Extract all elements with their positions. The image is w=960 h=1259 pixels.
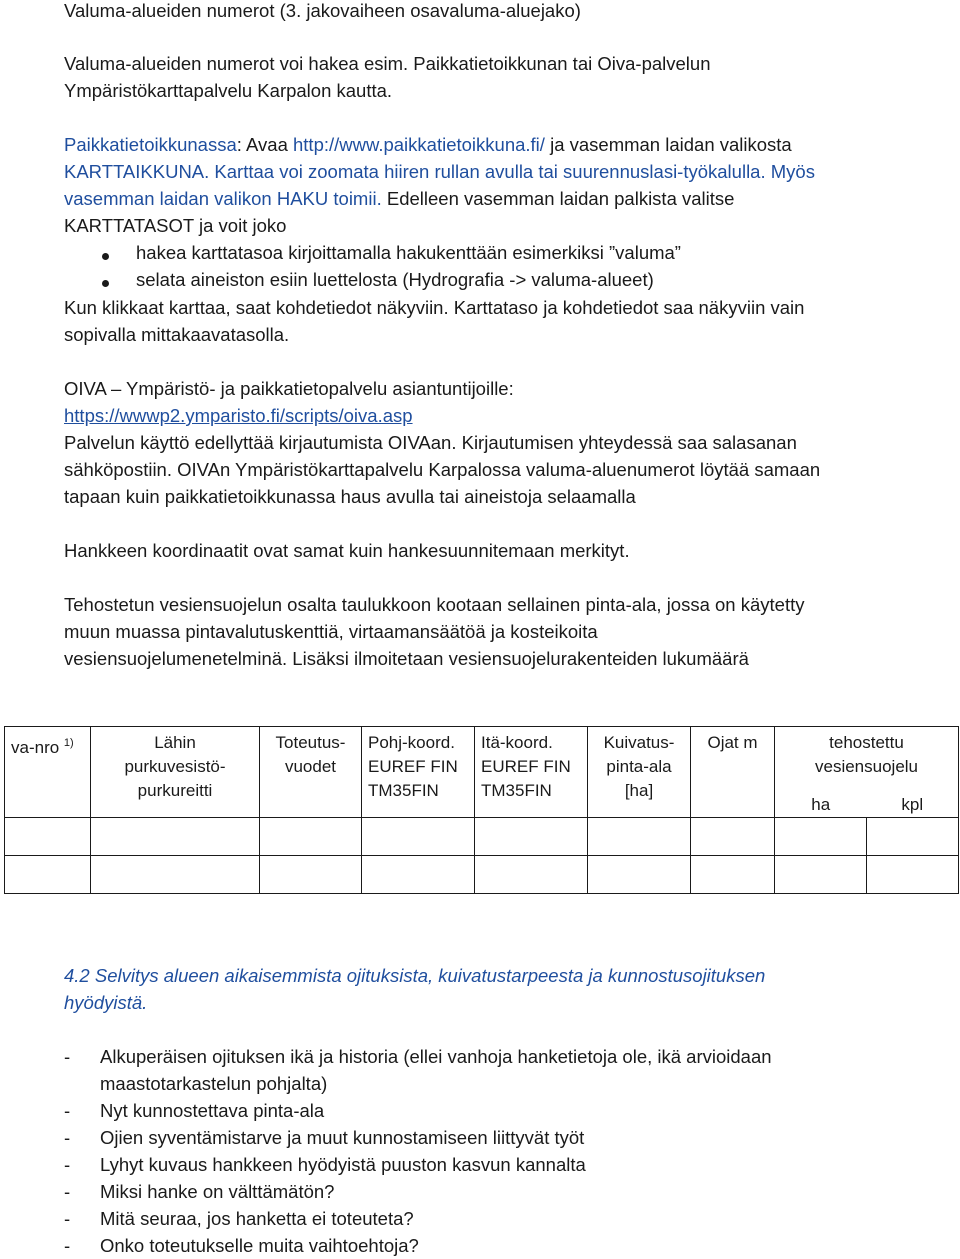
table-cell[interactable] bbox=[362, 817, 475, 855]
dash-marker: - bbox=[64, 1127, 71, 1148]
list-item-text: Alkuperäisen ojituksen ikä ja historia (ellei vanhoja hanketietoja ole, ikä arvioidaan bbox=[100, 1046, 772, 1067]
table-cell[interactable] bbox=[867, 855, 959, 893]
header-text: Lähin bbox=[154, 733, 196, 752]
link-part[interactable]: .fi/ bbox=[525, 134, 545, 155]
header-kpl bbox=[867, 789, 959, 818]
paragraph-line: Valuma-alueiden numerot voi hakea esim. Paikkatietoikkunan tai Oiva-palvelun bbox=[64, 53, 711, 74]
header-text: pinta-ala bbox=[606, 757, 672, 776]
header-text: vesiensuojelu bbox=[815, 757, 919, 776]
table-cell[interactable] bbox=[475, 817, 588, 855]
paragraph-line: KARTTATASOT ja voit joko bbox=[64, 215, 287, 236]
section-heading: 4.2 Selvitys alueen aikaisemmista ojituksista, kuivatustarpeesta ja kunnostusojituksen bbox=[64, 965, 766, 986]
table-cell[interactable] bbox=[91, 855, 260, 893]
list-item-text: Lyhyt kuvaus hankkeen hyödyistä puuston kasvun kannalta bbox=[100, 1154, 586, 1175]
link-part[interactable]: http://www. bbox=[293, 134, 384, 155]
paragraph-line bbox=[64, 402, 413, 429]
text-span: vasemman laidan valikon HAKU toimii. bbox=[64, 188, 382, 209]
link-part[interactable]: paikkatietoikkuna bbox=[383, 134, 526, 155]
paragraph-line: muun muassa pintavalutuskenttiä, virtaamansäätöä ja kosteikoita bbox=[64, 621, 598, 642]
dash-marker: - bbox=[64, 1235, 71, 1256]
header-toteutusvuodet bbox=[260, 727, 362, 818]
paragraph-line: Kun klikkaat karttaa, saat kohdetiedot näkyviin. Karttataso ja kohdetiedot saa näkyviin vain bbox=[64, 297, 805, 318]
header-text: Itä-koord. bbox=[481, 733, 553, 752]
text-span: : Avaa bbox=[236, 134, 293, 155]
list-item-text: Ojien syventämistarve ja muut kunnostamiseen liittyvät työt bbox=[100, 1127, 585, 1148]
list-item-text: Miksi hanke on välttämätön? bbox=[100, 1181, 335, 1202]
paragraph-line: sopivalla mittakaavatasolla. bbox=[64, 324, 290, 345]
table-cell[interactable] bbox=[5, 817, 91, 855]
header-text: Kuivatus- bbox=[603, 733, 675, 752]
text-span: Edelleen vasemman laidan palkista valitse bbox=[381, 188, 735, 209]
table-cell[interactable] bbox=[5, 855, 91, 893]
dash-marker: - bbox=[64, 1208, 71, 1229]
footnote-mark: 1) bbox=[63, 737, 74, 749]
table-row bbox=[5, 817, 959, 855]
header-text: va-nro bbox=[11, 738, 64, 757]
paragraph-line: Palvelun käyttö edellyttää kirjautumista OIVAan. Kirjautumisen yhteydessä saa salasanan bbox=[64, 432, 797, 453]
table-header-row bbox=[5, 727, 959, 789]
header-text: [ha] bbox=[624, 781, 654, 800]
dash-marker: - bbox=[64, 1100, 71, 1121]
paikkatietoikkuna-link[interactable] bbox=[293, 134, 545, 155]
dash-marker: - bbox=[64, 1181, 71, 1202]
table-cell[interactable] bbox=[691, 817, 775, 855]
header-text: tehostettu bbox=[829, 733, 904, 752]
header-text: EUREF FIN bbox=[481, 757, 571, 776]
table-cell[interactable] bbox=[775, 855, 867, 893]
header-va-nro bbox=[5, 727, 91, 818]
table-cell[interactable] bbox=[867, 817, 959, 855]
header-kuivatus-pinta-ala bbox=[588, 727, 691, 818]
oiva-link[interactable]: https://wwwp2.ymparisto.fi/scripts/oiva.asp bbox=[64, 405, 413, 426]
header-text: Toteutus- bbox=[275, 733, 346, 752]
table-cell[interactable] bbox=[691, 855, 775, 893]
bullet-icon bbox=[102, 253, 109, 260]
bullet-item: selata aineiston esiin luettelosta (Hydrografia -> valuma-alueet) bbox=[136, 269, 654, 290]
list-item-text: Nyt kunnostettava pinta-ala bbox=[100, 1100, 325, 1121]
table-cell[interactable] bbox=[260, 817, 362, 855]
paragraph-line: Tehostetun vesiensuojelun osalta taulukkoon kootaan sellainen pinta-ala, jossa on käytetty bbox=[64, 594, 805, 615]
header-lahin-purkuvesisto bbox=[91, 727, 260, 818]
header-text: ha bbox=[811, 794, 831, 814]
paragraph-line: tapaan kuin paikkatietoikkunassa haus avulla tai aineistoja selaamalla bbox=[64, 486, 636, 507]
header-text: TM35FIN bbox=[368, 781, 439, 800]
data-table bbox=[4, 726, 959, 894]
bullet-item: hakea karttatasoa kirjoittamalla hakukenttään esimerkiksi ”valuma” bbox=[136, 242, 681, 263]
paragraph-line: Ympäristökarttapalvelu Karpalon kautta. bbox=[64, 80, 393, 101]
table-cell[interactable] bbox=[588, 817, 691, 855]
header-text: Pohj-koord. bbox=[368, 733, 455, 752]
table-cell[interactable] bbox=[362, 855, 475, 893]
dash-marker: - bbox=[64, 1046, 71, 1067]
text-span: ja vasemman laidan valikosta bbox=[544, 134, 792, 155]
table-cell[interactable] bbox=[475, 855, 588, 893]
table-cell[interactable] bbox=[588, 855, 691, 893]
paragraph-line bbox=[64, 185, 734, 212]
paragraph-line: OIVA – Ympäristö- ja paikkatietopalvelu asiantuntijoille: bbox=[64, 378, 514, 399]
list-item-text: maastotarkastelun pohjalta) bbox=[100, 1073, 328, 1094]
header-ha bbox=[775, 789, 867, 818]
paragraph-line: sähköpostiin. OIVAn Ympäristökarttapalvelu Karpalossa valuma-aluenumerot löytää samaan bbox=[64, 459, 821, 480]
table-cell[interactable] bbox=[91, 817, 260, 855]
header-text: purkuvesistö- bbox=[124, 757, 226, 776]
header-tehostettu-vesiensuojelu bbox=[775, 727, 959, 789]
list-item-text: Onko toteutukselle muita vaihtoehtoja? bbox=[100, 1235, 419, 1256]
paikkatietoikkuna-label: Paikkatietoikkunassa bbox=[64, 134, 237, 155]
document-title: Valuma-alueiden numerot (3. jakovaiheen osavaluma-aluejako) bbox=[64, 0, 581, 21]
dash-marker: - bbox=[64, 1154, 71, 1175]
list-item-text: Mitä seuraa, jos hanketta ei toteuteta? bbox=[100, 1208, 414, 1229]
paragraph-line bbox=[64, 131, 792, 158]
section-heading: hyödyistä. bbox=[64, 992, 148, 1013]
table-row bbox=[5, 855, 959, 893]
header-pohj-koord bbox=[362, 727, 475, 818]
header-text: EUREF FIN bbox=[368, 757, 458, 776]
table-cell[interactable] bbox=[260, 855, 362, 893]
bullet-icon bbox=[102, 280, 109, 287]
paragraph-line: vesiensuojelumenetelminä. Lisäksi ilmoitetaan vesiensuojelurakenteiden lukumäärä bbox=[64, 648, 749, 669]
header-text: kpl bbox=[901, 794, 924, 814]
paragraph-line: Hankkeen koordinaatit ovat samat kuin hankesuunnitemaan merkityt. bbox=[64, 540, 630, 561]
header-ojat bbox=[691, 727, 775, 818]
header-text: TM35FIN bbox=[481, 781, 552, 800]
header-text: vuodet bbox=[284, 757, 337, 776]
header-text: purkureitti bbox=[137, 781, 213, 800]
header-text: Ojat m bbox=[707, 733, 758, 752]
paragraph-line: KARTTAIKKUNA. Karttaa voi zoomata hiiren rullan avulla tai suurennuslasi-työkalulla. Myös bbox=[64, 161, 815, 182]
header-ita-koord bbox=[475, 727, 588, 818]
table-cell[interactable] bbox=[775, 817, 867, 855]
